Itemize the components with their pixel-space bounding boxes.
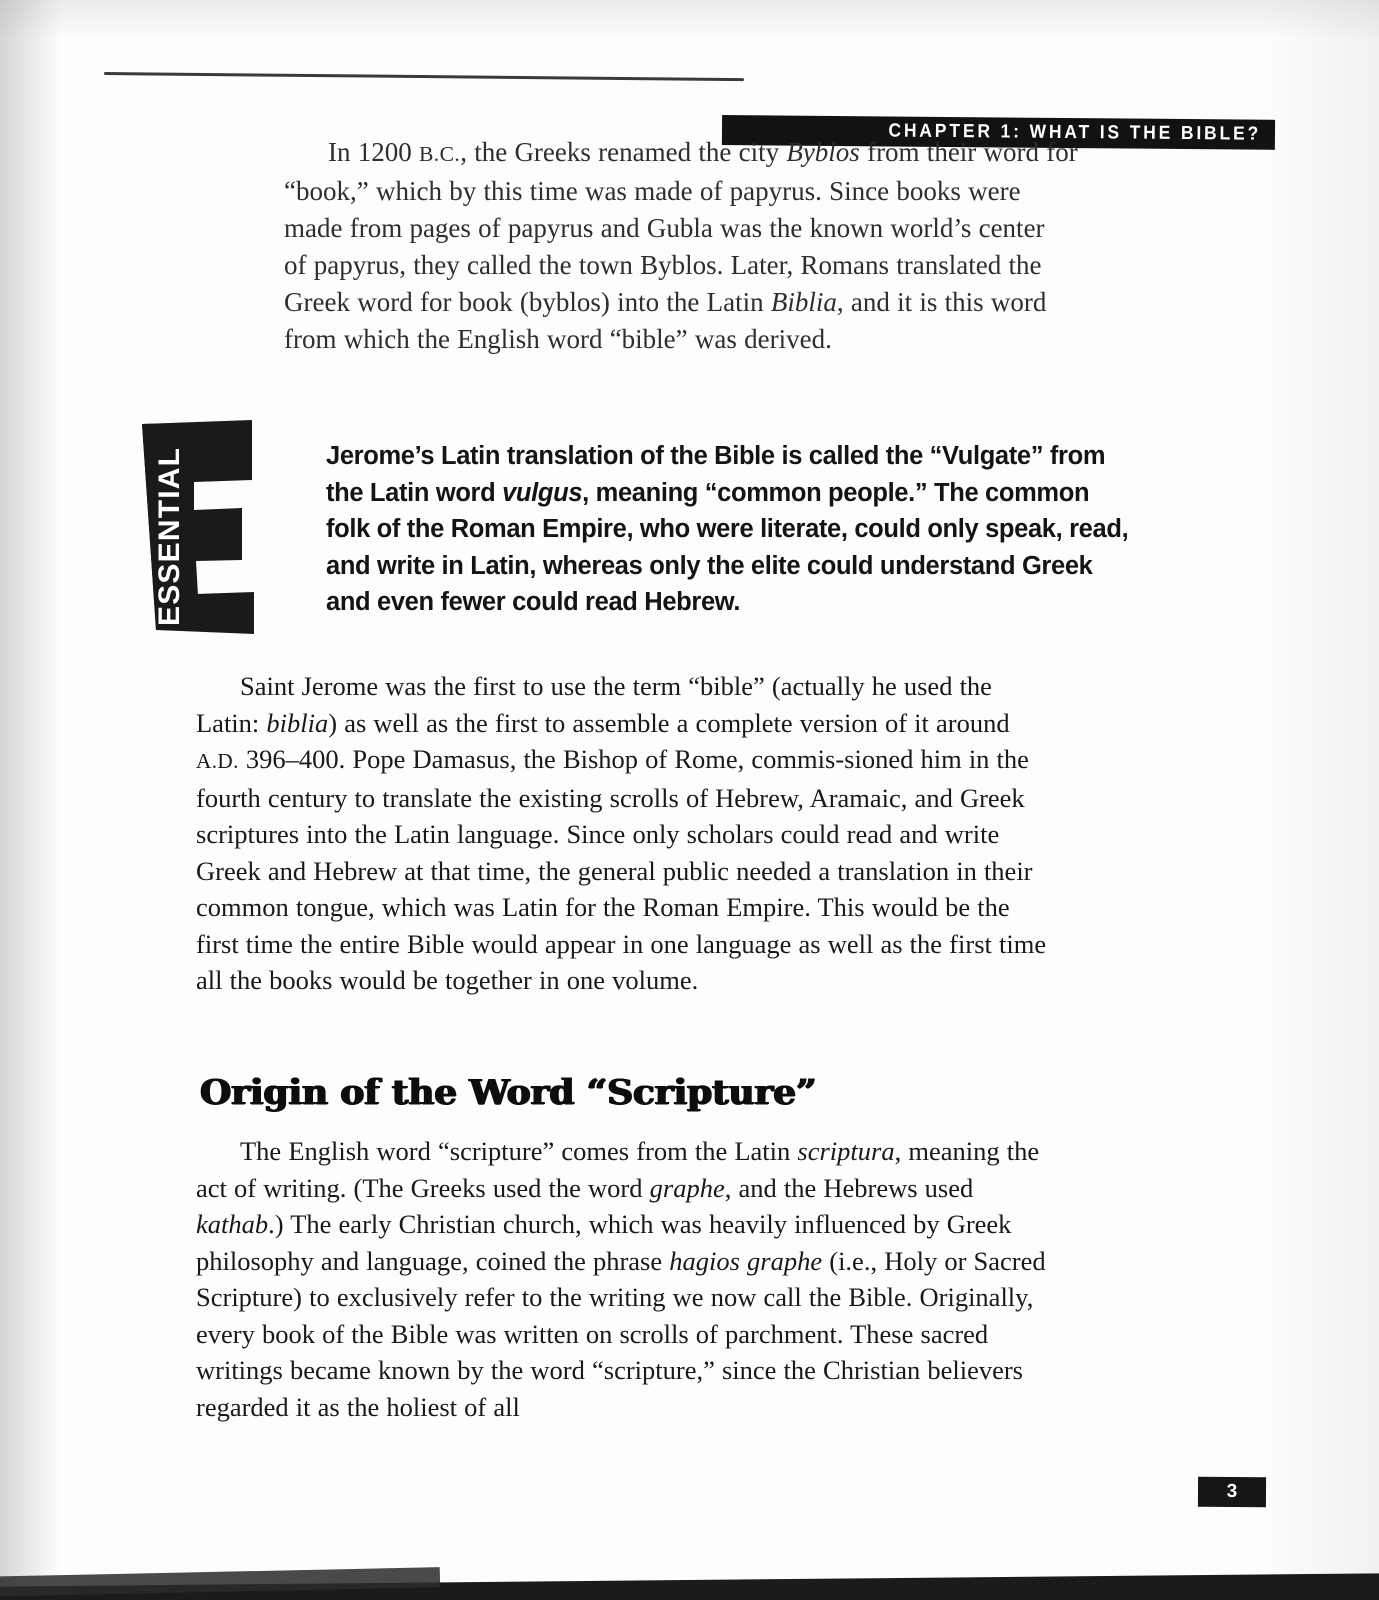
- paragraph-intro: [284, 134, 1144, 358]
- paragraph-intro-line: made from pages of papyrus and Gubla was the known world’s center: [284, 213, 1045, 243]
- page-number-badge: [1198, 1477, 1266, 1507]
- paragraph-intro-line: of papyrus, they called the town Byblos. Later, Romans translated the: [284, 250, 1042, 280]
- paragraph-intro-line: In 1200 B.C., the Greeks renamed the city Byblos from their word for: [328, 137, 1078, 167]
- page-number: 3: [1226, 1480, 1238, 1503]
- paragraph-jerome: Saint Jerome was the first to use the term “bible” (actually he used the Latin: biblia) as well as the first to assemble a complete version of it around A.D. 396–400. Pope Damasus, the Bishop of Rome, commis‑sioned him in the fourth century to translate the existing scrolls of Hebrew, Aramaic, and Greek scriptures into the Latin language. Since only scholars could read and write Greek and Hebrew at that time, the general public needed a translation in their common tongue, which was Latin for the Roman Empire. This would be the first time the entire Bible would appear in one language as well as the first time all the books would be together in one volume.: [196, 671, 1047, 995]
- running-head: [0, 52, 1379, 145]
- scan-shading-right: [1269, 0, 1379, 1600]
- section-heading: Origin of the Word “Scripture”: [200, 1072, 817, 1113]
- essential-e-icon: [130, 418, 258, 636]
- scan-shading-left: [0, 0, 60, 1600]
- paragraph-scripture: The English word “scripture” comes from the Latin scriptura, meaning the act of writing. (The Greeks used the word graphe, and the Hebrews used kathab.) The early Christian church, which was heavily influenced by Greek philosophy and language, coined the phrase hagios graphe (i.e., Holy or Sacred Scripture) to exclusively refer to the writing we now call the Bible. Originally, every book of the Bible was written on scrolls of parchment. These sacred writings became known by the word “scripture,” since the Christian believers regarded it as the holiest of all: [196, 1136, 1046, 1422]
- essential-icon-label: ESSENTIAL: [153, 446, 186, 626]
- paragraph-intro-line: from which the English word “bible” was derived.: [284, 324, 832, 354]
- essential-callout: [130, 418, 1140, 633]
- scan-edge-bottom-corner: [0, 1567, 440, 1597]
- scan-shading-top: [0, 0, 1379, 40]
- scan-edge-bottom: [0, 1573, 1379, 1600]
- chapter-title: CHAPTER 1: WHAT IS THE BIBLE?: [888, 120, 1262, 145]
- paragraph-scripture-wrap: [196, 1133, 1138, 1425]
- running-head-rule: [104, 72, 744, 81]
- paragraph-intro-line: Greek word for book (byblos) into the Latin Biblia, and it is this word: [284, 287, 1047, 317]
- paragraph-jerome-wrap: [196, 668, 1138, 999]
- essential-callout-text: Jerome’s Latin translation of the Bible is called the “Vulgate” from the Latin word vulgus, meaning “common people.” The common folk of the Roman Empire, who were literate, could only speak, read, and write in Latin, whereas only the elite could understand Greek and even fewer could read Hebrew.: [326, 442, 1129, 616]
- paragraph-intro-line: “book,” which by this time was made of papyrus. Since books were: [284, 176, 1021, 206]
